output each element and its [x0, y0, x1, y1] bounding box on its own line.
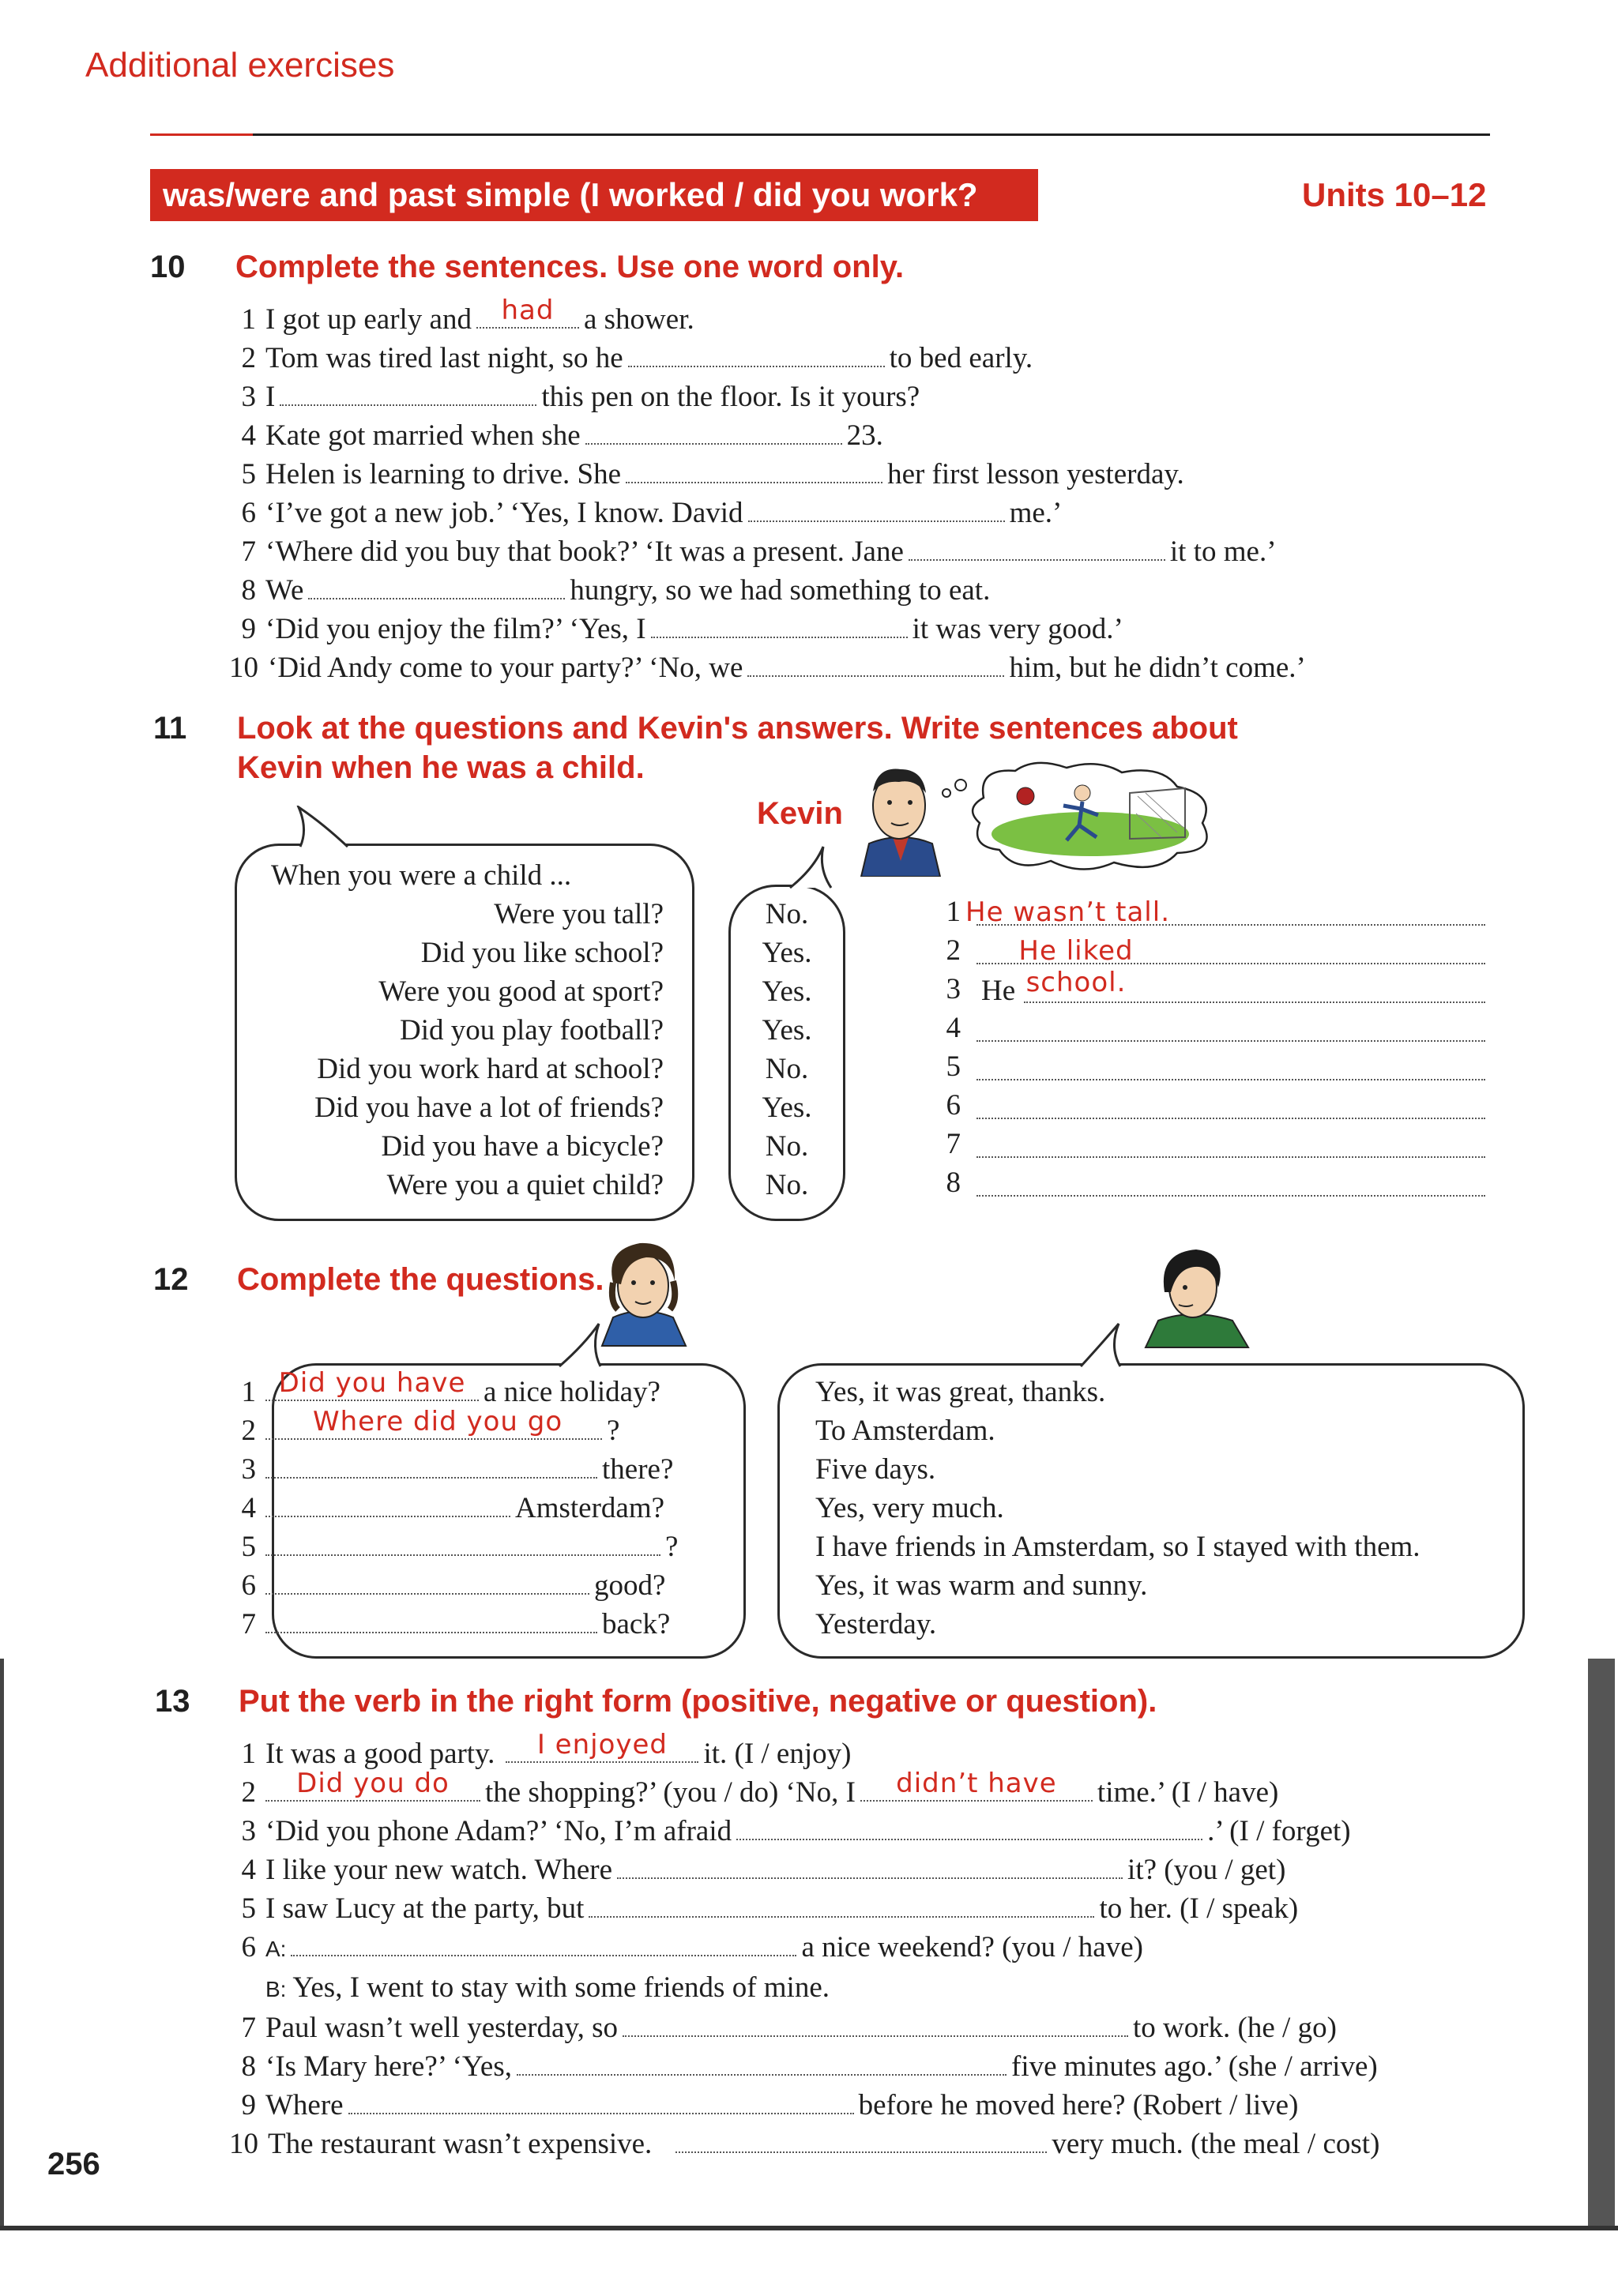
units-label: Units 10–12	[1302, 176, 1487, 213]
kevin-answer: Yes.	[762, 937, 812, 969]
exercise-12-title: Complete the questions.	[237, 1262, 604, 1297]
answer-blank[interactable]: Did you do	[265, 1776, 480, 1802]
sentence-row[interactable]: 6	[932, 1088, 1485, 1127]
exercise-13-item: 6 A: a nice weekend? (you / have)	[241, 1931, 1143, 1963]
section-title-bar: was/were and past simple (I worked / did you work? etc.)	[150, 169, 1038, 221]
answer-blank[interactable]	[623, 2012, 1128, 2037]
exercise-11-title-line2: Kevin when he was a child.	[237, 750, 645, 785]
responder-portrait	[1130, 1242, 1264, 1349]
exercise-10-item: 2 Tom was tired last night, so he to bed early.	[241, 342, 1033, 374]
answer-blank[interactable]	[265, 1453, 597, 1479]
kevin-answer: Yes.	[762, 1014, 812, 1047]
answer-blank[interactable]	[265, 1492, 510, 1517]
exercise-10-item: 4 Kate got married when she 23.	[241, 419, 883, 452]
exercise-10-item: 8 We hungry, so we had something to eat.	[241, 574, 991, 607]
reply-line: Yes, very much.	[815, 1492, 1004, 1524]
bubble-tail	[553, 1321, 608, 1368]
kevin-answer: Yes.	[762, 975, 812, 1008]
exercise-13-item: 8 ‘Is Mary here?’ ‘Yes, five minutes ago.’ (she / arrive)	[241, 2050, 1378, 2083]
exercise-12-number: 12	[153, 1262, 189, 1297]
exercise-11-number: 11	[153, 711, 187, 746]
exercise-10-list	[229, 295, 1306, 687]
scan-edge-right	[1588, 1659, 1615, 2227]
kevin-illustration	[845, 758, 1217, 877]
sentence-row[interactable]: 8	[932, 1166, 1485, 1204]
exercise-13-item: 7 Paul wasn’t well yesterday, so to work. (he / go)	[241, 2012, 1337, 2044]
sentence-row[interactable]: 7	[932, 1127, 1485, 1166]
answer-blank[interactable]	[308, 574, 565, 599]
exercise-13-item: 4 I like your new watch. Where it? (you / get)	[241, 1854, 1286, 1886]
kevin-answer: No.	[765, 1169, 809, 1201]
question-line: 1 Did you have a nice holiday?	[241, 1367, 660, 1408]
kevin-question: Did you have a bicycle?	[381, 1130, 664, 1163]
questioner-portrait	[594, 1237, 713, 1347]
exercise-13-item: 1 It was a good party. I enjoyed it. (I / enjoy)	[241, 1729, 852, 1770]
question-line: 5 ?	[241, 1531, 679, 1563]
exercise-13-list	[229, 1729, 1380, 2163]
answer-blank[interactable]	[265, 1569, 589, 1595]
kevin-answer: No.	[765, 1053, 809, 1085]
kevin-question: Did you have a lot of friends?	[314, 1092, 664, 1124]
exercise-13-item: 5 I saw Lucy at the party, but to her. (I / speak)	[241, 1892, 1299, 1925]
sentence-row[interactable]: 5	[932, 1050, 1485, 1088]
exercise-10-number: 10	[150, 250, 186, 284]
exercise-10-item: 7 ‘Where did you buy that book?’ ‘It was a present. Jane it to me.’	[241, 535, 1277, 568]
answer-blank[interactable]	[517, 2050, 1007, 2076]
kevin-question: Were you good at sport?	[378, 975, 664, 1008]
questions-intro: When you were a child ...	[271, 859, 572, 892]
answer-blank[interactable]	[589, 1892, 1094, 1918]
exercise-11-title-line1: Look at the questions and Kevin's answers. Write sentences about	[237, 711, 1238, 746]
exercise-10-item: 10 ‘Did Andy come to your party?’ ‘No, we him, but he didn’t come.’	[229, 652, 1306, 684]
answer-blank[interactable]: had	[476, 303, 579, 329]
answer-blank[interactable]	[675, 2128, 1047, 2153]
answer-blank[interactable]	[909, 535, 1165, 561]
question-line: 7 back?	[241, 1608, 671, 1640]
sentence-row[interactable]: 1 He wasn’t tall.	[932, 895, 1485, 934]
answer-blank[interactable]	[748, 497, 1005, 522]
answer-blank[interactable]	[265, 1531, 660, 1556]
exercise-13-item: B: Yes, I went to stay with some friends of mine.	[265, 1971, 830, 2004]
exercise-10-title: Complete the sentences. Use one word only.	[235, 250, 905, 284]
kevin-question: Did you play football?	[400, 1014, 664, 1047]
exercise-12-questions	[229, 1367, 679, 1644]
header-rule-accent	[150, 133, 253, 136]
answer-blank[interactable]	[651, 613, 908, 638]
reply-line: Yesterday.	[815, 1608, 937, 1640]
reply-line: Yes, it was warm and sunny.	[815, 1569, 1148, 1602]
reply-line: I have friends in Amsterdam, so I stayed with them.	[815, 1531, 1420, 1563]
answer-blank[interactable]: I enjoyed	[506, 1738, 698, 1763]
reply-line: To Amsterdam.	[815, 1415, 995, 1447]
scan-edge-bottom	[0, 2226, 1618, 2230]
kevin-questions-list	[253, 895, 664, 1204]
exercise-13-item: 2 Did you do the shopping?’ (you / do) ‘No, I didn’t have time.’ (I / have)	[241, 1768, 1279, 1809]
kevin-question: Were you a quiet child?	[386, 1169, 664, 1201]
question-line: 3 there?	[241, 1453, 674, 1486]
sentence-row[interactable]: 3 He	[932, 972, 1485, 1011]
page-number: 256	[47, 2147, 100, 2181]
kevin-label: Kevin	[757, 796, 843, 831]
answer-blank[interactable]	[626, 458, 882, 483]
exercise-12-answers	[815, 1373, 1420, 1644]
kevin-answer: No.	[765, 1130, 809, 1163]
kevin-question: Did you work hard at school?	[317, 1053, 664, 1085]
kevin-answers-list	[728, 895, 845, 1204]
bubble-tail	[782, 845, 837, 889]
exercise-13-title: Put the verb in the right form (positive, negative or question).	[239, 1684, 1157, 1719]
answer-blank[interactable]	[265, 1608, 597, 1633]
exercise-10-item: 5 Helen is learning to drive. She her first lesson yesterday.	[241, 458, 1184, 490]
scan-edge-left	[0, 1659, 4, 2227]
exercise-13-item: 9 Where before he moved here? (Robert / live)	[241, 2089, 1299, 2121]
answer-blank[interactable]: didn’t have	[860, 1776, 1093, 1802]
football-thought-bubble	[973, 763, 1206, 870]
exercise-10-item: 6 ‘I’ve got a new job.’ ‘Yes, I know. David me.’	[241, 497, 1063, 529]
reply-line: Yes, it was great, thanks.	[815, 1376, 1106, 1408]
exercise-10-item: 3 I this pen on the floor. Is it yours?	[241, 381, 920, 413]
answer-blank[interactable]: Did you have	[265, 1376, 479, 1401]
question-line: 6 good?	[241, 1569, 666, 1602]
answer-blank[interactable]	[280, 381, 536, 406]
exercise-13-item: 10 The restaurant wasn’t expensive. very much. (the meal / cost)	[229, 2128, 1380, 2160]
answer-blank[interactable]	[348, 2089, 854, 2114]
exercise-13-number: 13	[155, 1684, 190, 1719]
kevin-face-icon	[861, 769, 940, 877]
exercise-10-item: 1 I got up early and had a shower.	[241, 295, 694, 336]
sentence-row[interactable]: 4	[932, 1011, 1485, 1050]
answer-blank[interactable]	[747, 652, 1004, 677]
answer-blank[interactable]	[291, 1931, 796, 1956]
page-header-title: Additional exercises	[85, 46, 395, 85]
exercise-10-item: 9 ‘Did you enjoy the film?’ ‘Yes, I it was very good.’	[241, 613, 1123, 645]
answer-blank[interactable]: Where did you go	[265, 1415, 602, 1440]
answer-blank[interactable]	[585, 419, 842, 445]
bubble-tail	[284, 806, 356, 848]
answer-blank[interactable]	[617, 1854, 1123, 1879]
header-rule	[150, 133, 1490, 136]
kevin-answer: No.	[765, 898, 809, 930]
question-line: 2 Where did you go ?	[241, 1406, 620, 1447]
answer-blank[interactable]	[736, 1815, 1202, 1840]
sentence-row[interactable]: 2 He liked school.	[932, 934, 1485, 972]
kevin-answer: Yes.	[762, 1092, 812, 1124]
question-line: 4 Amsterdam?	[241, 1492, 665, 1524]
kevin-question: Were you tall?	[494, 898, 664, 930]
kevin-question: Did you like school?	[420, 937, 664, 969]
answer-blank[interactable]	[628, 342, 885, 367]
exercise-13-item: 3 ‘Did you phone Adam?’ ‘No, I’m afraid .’ (I / forget)	[241, 1815, 1351, 1847]
bubble-tail	[1074, 1321, 1130, 1368]
reply-line: Five days.	[815, 1453, 936, 1486]
